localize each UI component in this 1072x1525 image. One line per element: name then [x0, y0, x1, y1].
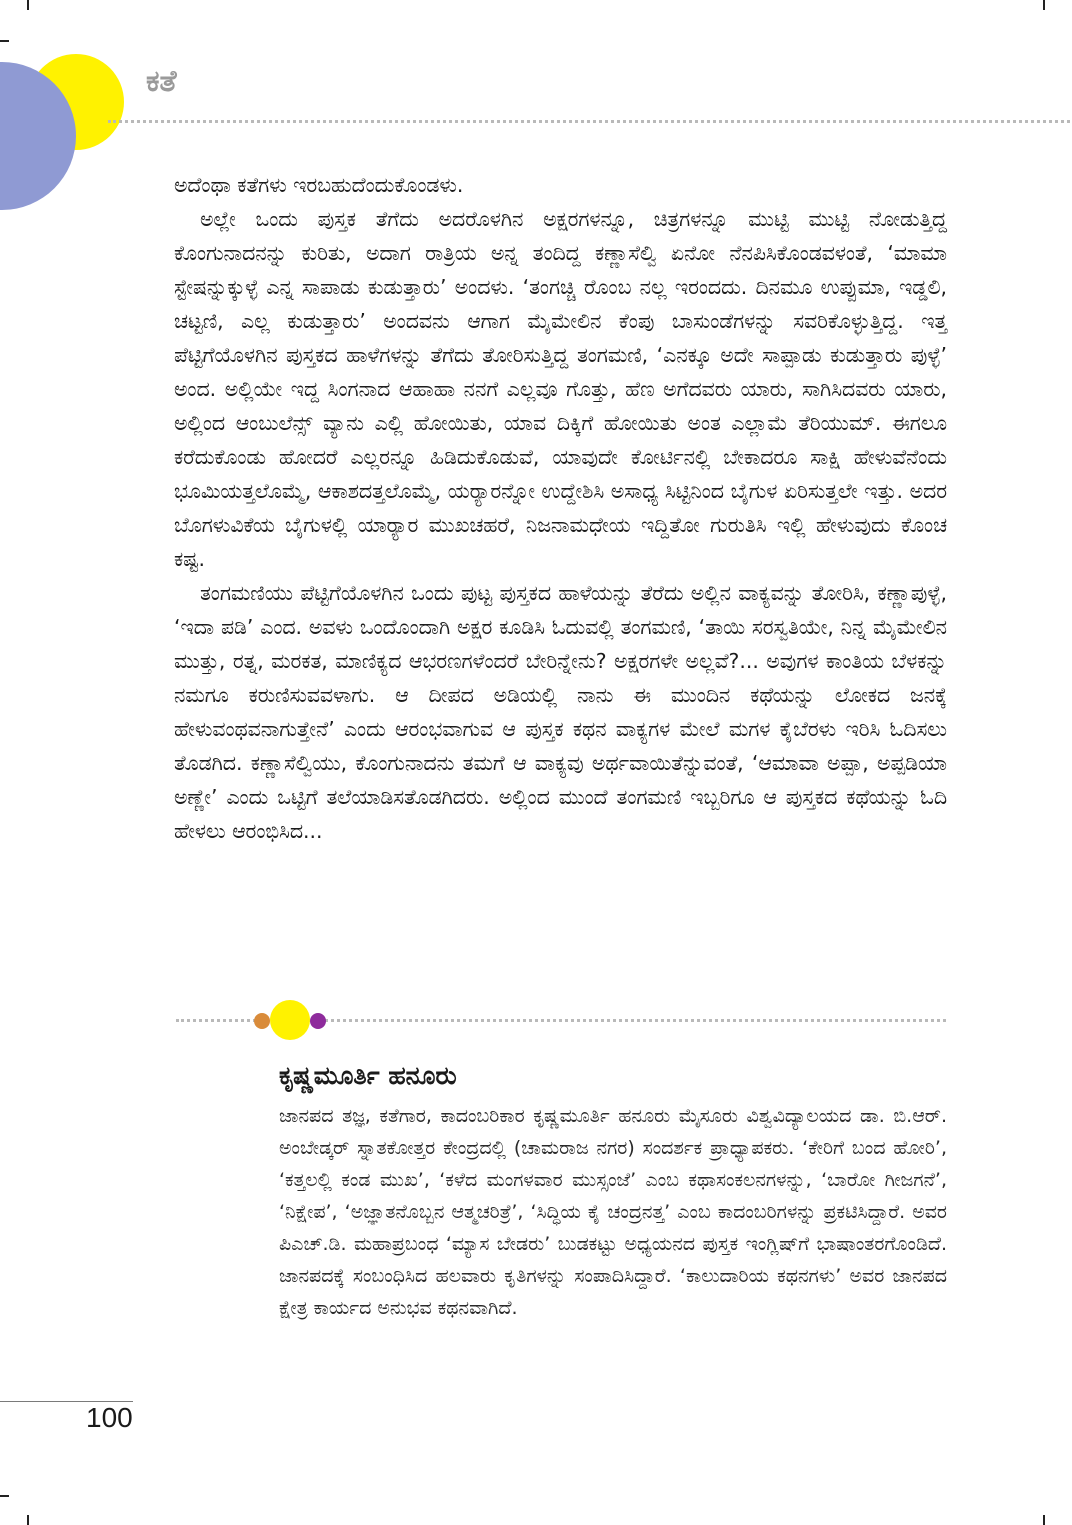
crop-mark-top-right — [1043, 0, 1045, 10]
story-paragraph: ತಂಗಮಣಿಯು ಪೆಟ್ಟಿಗೆಯೊಳಗಿನ ಒಂದು ಪುಟ್ಟ ಪುಸ್ತಕದ ಹಾಳೆಯನ್ನು ತೆರೆದು ಅಲ್ಲಿನ ವಾಕ್ಯವನ್ನು ತೋರಿಸಿ, ಕಣ್ಣಾಪುಳ್ಳೆ, ‘ಇದಾ ಪಡಿ’ ಎಂದ. ಅವಳು ಒಂದೊಂದಾಗಿ ಅಕ್ಷರ ಕೂಡಿಸಿ ಓದುವಲ್ಲಿ ತಂಗಮಣಿ, ‘ತಾಯಿ ಸರಸ್ವತಿಯೇ, ನಿನ್ನ ಮೈಮೇಲಿನ ಮುತ್ತು, ರತ್ನ, ಮರಕತ, ಮಾಣಿಕ್ಯದ ಆಭರಣಗಳೆಂದರೆ ಬೇರಿನ್ನೇನು? ಅಕ್ಷರಗಳೇ ಅಲ್ಲವೆ?... ಅವುಗಳ ಕಾಂತಿಯ ಬೆಳಕನ್ನು ನಮಗೂ ಕರುಣಿಸುವವಳಾಗು. ಆ ದೀಪದ ಅಡಿಯಲ್ಲಿ ನಾನು ಈ ಮುಂದಿನ ಕಥೆಯನ್ನು ಲೋಕದ ಜನಕ್ಕೆ ಹೇಳುವಂಥವನಾಗುತ್ತೇನೆ’ ಎಂದು ಆರಂಭವಾಗುವ ಆ ಪುಸ್ತಕ ಕಥನ ವಾಕ್ಯಗಳ ಮೇಲೆ ಮಗಳ ಕೈಬೆರಳು ಇರಿಸಿ ಓದಿಸಲು ತೊಡಗಿದ. ಕಣ್ಣಾಸೆಲ್ವಿಯು, ಕೊಂಗುನಾದನು ತಮಗೆ ಆ ವಾಕ್ಯವು ಅರ್ಥವಾಯಿತೆನ್ನುವಂತೆ, ‘ಆಮಾವಾ ಅಪ್ಪಾ, ಅಪ್ಪಡಿಯಾ ಅಣ್ಣೇ’ ಎಂದು ಒಟ್ಟಿಗೆ ತಲೆಯಾಡಿಸತೊಡಗಿದರು. ಅಲ್ಲಿಂದ ಮುಂದೆ ತಂಗಮಣಿ ಇಬ್ಬರಿಗೂ ಆ ಪುಸ್ತಕದ ಕಥೆಯನ್ನು ಓದಿ ಹೇಳಲು ಆರಂಭಿಸಿದ... — [174, 581, 947, 843]
orange-dot-decoration — [254, 1013, 270, 1029]
page-number: 100 — [86, 1402, 133, 1433]
story-paragraph: ಅದೆಂಥಾ ಕತೆಗಳು ಇರಬಹುದೆಂದುಕೊಂಡಳು. — [174, 173, 464, 197]
story-paragraph: ಅಲ್ಲೇ ಒಂದು ಪುಸ್ತಕ ತೆಗೆದು ಅದರೊಳಗಿನ ಅಕ್ಷರಗಳನ್ನೂ, ಚಿತ್ರಗಳನ್ನೂ ಮುಟ್ಟಿ ಮುಟ್ಟಿ ನೋಡುತ್ತಿದ್ದ ಕೊಂಗುನಾದನನ್ನು ಕುರಿತು, ಅದಾಗ ರಾತ್ರಿಯ ಅನ್ನ ತಂದಿದ್ದ ಕಣ್ಣಾಸೆಲ್ವಿ ಏನೋ ನೆನಪಿಸಿಕೊಂಡವಳಂತೆ, ‘ಮಾಮಾ ಸ್ಟೇಷನ್ನುಕ್ಕುಳ್ಳೆ ಎನ್ನ ಸಾಪಾಡು ಕುಡುತ್ತಾರು’ ಅಂದಳು. ‘ತಂಗಚ್ಚಿ ರೊಂಬ ನಲ್ಲ ಇರಂದದು. ದಿನಮೂ ಉಪ್ಪುಮಾ, ಇಡ್ಡಲಿ, ಚಟ್ಟಣಿ, ಎಲ್ಲ ಕುಡುತ್ತಾರು’ ಅಂದವನು ಆಗಾಗ ಮೈಮೇಲಿನ ಕೆಂಪು ಬಾಸುಂಡೆಗಳನ್ನು ಸವರಿಕೊಳ್ಳುತ್ತಿದ್ದ. ಇತ್ತ ಪೆಟ್ಟಿಗೆಯೊಳಗಿನ ಪುಸ್ತಕದ ಹಾಳೆಗಳನ್ನು ತೆಗೆದು ತೋರಿಸುತ್ತಿದ್ದ ತಂಗಮಣಿ, ‘ಎನಕ್ಕೂ ಅದೇ ಸಾಪ್ಪಾಡು ಕುಡುತ್ತಾರು ಪುಳ್ಳೆ’ ಅಂದ. ಅಲ್ಲಿಯೇ ಇದ್ದ ಸಿಂಗನಾದ ಆಹಾಹಾ ನನಗೆ ಎಲ್ಲವೂ ಗೊತ್ತು, ಹೆಣ ಅಗೆದವರು ಯಾರು, ಸಾಗಿಸಿದವರು ಯಾರು, ಅಲ್ಲಿಂದ ಆಂಬುಲೆನ್ಸ್ ವ್ಯಾನು ಎಲ್ಲಿ ಹೋಯಿತು, ಯಾವ ದಿಕ್ಕಿಗೆ ಹೋಯಿತು ಅಂತ ಎಲ್ಲಾಮೆ ತೆರಿಯುಮ್. ಈಗಲೂ ಕರೆದುಕೊಂಡು ಹೋದರೆ ಎಲ್ಲರನ್ನೂ ಹಿಡಿದುಕೊಡುವೆ, ಯಾವುದೇ ಕೋರ್ಟಿನಲ್ಲಿ ಬೇಕಾದರೂ ಸಾಕ್ಷಿ ಹೇಳುವೆನೆಂದು ಭೂಮಿಯತ್ತಲೊಮ್ಮೆ, ಆಕಾಶದತ್ತಲೊಮ್ಮೆ, ಯರ್‍ಯಾರನ್ನೋ ಉದ್ದೇಶಿಸಿ ಅಸಾಧ್ಯ ಸಿಟ್ಟಿನಿಂದ ಬೈಗುಳ ಏರಿಸುತ್ತಲೇ ಇತ್ತು. ಅದರ ಬೊಗಳುವಿಕೆಯ ಬೈಗುಳಲ್ಲಿ ಯಾರ್‍ಯಾರ ಮುಖಚಹರೆ, ನಿಜನಾಮಧೇಯ ಇದ್ದಿತೋ ಗುರುತಿಸಿ ಇಲ್ಲಿ ಹೇಳುವುದು ಕೊಂಚ ಕಷ್ಟ. — [174, 207, 947, 571]
author-block — [279, 1058, 947, 1324]
section-title: ಕತೆ — [146, 64, 177, 99]
crop-mark-left-upper — [0, 40, 9, 42]
crop-mark-left-lower — [0, 1495, 9, 1497]
crop-mark-bottom-left — [27, 1515, 29, 1525]
author-name: ಕೃಷ್ಣಮೂರ್ತಿ ಹನೂರು — [279, 1061, 457, 1090]
purple-dot-decoration — [310, 1013, 326, 1029]
crop-mark-top-left — [27, 0, 29, 10]
header-dotted-rule — [108, 120, 1070, 123]
yellow-dot-decoration — [270, 1000, 310, 1040]
author-bio: ಜಾನಪದ ತಜ್ಞ, ಕತೆಗಾರ, ಕಾದಂಬರಿಕಾರ ಕೃಷ್ಣಮೂರ್ತಿ ಹನೂರು ಮೈಸೂರು ವಿಶ್ವವಿದ್ಯಾಲಯದ ಡಾ. ಬಿ.ಆರ್. ಅಂಬೇಡ್ಕರ್ ಸ್ನಾತಕೋತ್ತರ ಕೇಂದ್ರದಲ್ಲಿ (ಚಾಮರಾಜ ನಗರ) ಸಂದರ್ಶಕ ಪ್ರಾಧ್ಯಾಪಕರು. ‘ಕೇರಿಗೆ ಬಂದ ಹೋರಿ’, ‘ಕತ್ತಲಲ್ಲಿ ಕಂಡ ಮುಖ’, ‘ಕಳೆದ ಮಂಗಳವಾರ ಮುಸ್ಸಂಜೆ’ ಎಂಬ ಕಥಾಸಂಕಲನಗಳನ್ನು, ‘ಬಾರೋ ಗೀಜಗನೆ’, ‘ನಿಕ್ಷೇಪ’, ‘ಅಜ್ಞಾತನೊಬ್ಬನ ಆತ್ಮಚರಿತ್ರೆ’, ‘ಸಿದ್ಧಿಯ ಕೈ ಚಂದ್ರನತ್ತ’ ಎಂಬ ಕಾದಂಬರಿಗಳನ್ನು ಪ್ರಕಟಿಸಿದ್ದಾರೆ. ಅವರ ಪಿಎಚ್.ಡಿ. ಮಹಾಪ್ರಬಂಧ ‘ಮ್ಯಾಸ ಬೇಡರು’ ಬುಡಕಟ್ಟು ಅಧ್ಯಯನದ ಪುಸ್ತಕ ಇಂಗ್ಲಿಷ್‌ಗೆ ಭಾಷಾಂತರಗೊಂಡಿದೆ. ಜಾನಪದಕ್ಕೆ ಸಂಬಂಧಿಸಿದ ಹಲವಾರು ಕೃತಿಗಳನ್ನು ಸಂಪಾದಿಸಿದ್ದಾರೆ. ‘ಕಾಲುದಾರಿಯ ಕಥನಗಳು’ ಅವರ ಜಾನಪದ ಕ್ಷೇತ್ರ ಕಾರ್ಯದ ಅನುಭವ ಕಥನವಾಗಿದೆ. — [279, 1105, 947, 1319]
crop-mark-bottom-right — [1043, 1515, 1045, 1525]
story-body — [174, 168, 947, 848]
